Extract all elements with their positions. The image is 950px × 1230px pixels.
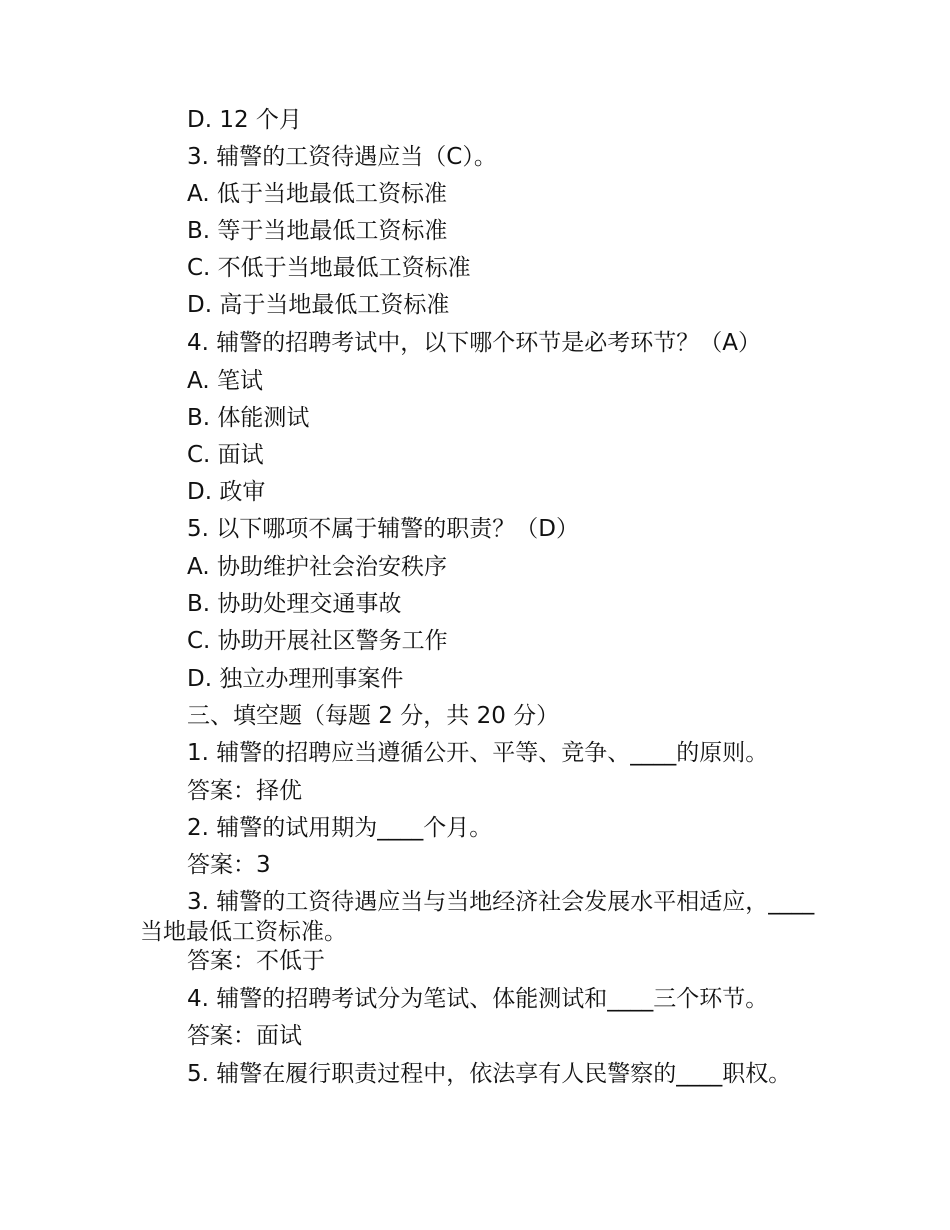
option-line: A. 笔试 (187, 368, 263, 394)
option-line: D. 政审 (187, 479, 266, 505)
option-line: C. 不低于当地最低工资标准 (187, 255, 471, 281)
option-line: C. 面试 (187, 442, 264, 468)
question-line: 4. 辅警的招聘考试分为笔试、体能测试和____三个环节。 (187, 986, 769, 1012)
option-line: A. 低于当地最低工资标准 (187, 181, 447, 207)
option-line: D. 12 个月 (187, 107, 302, 133)
option-line: C. 协助开展社区警务工作 (187, 628, 448, 654)
question-line: 1. 辅警的招聘应当遵循公开、平等、竞争、____的原则。 (187, 740, 769, 766)
answer-line: 答案：面试 (187, 1023, 302, 1049)
option-line: D. 独立办理刑事案件 (187, 666, 404, 692)
answer-line: 答案：择优 (187, 778, 302, 804)
answer-line: 答案：不低于 (187, 948, 325, 974)
option-line: D. 高于当地最低工资标准 (187, 292, 450, 318)
option-line: B. 体能测试 (187, 405, 310, 431)
option-line: A. 协助维护社会治安秩序 (187, 554, 447, 580)
answer-line: 答案：3 (187, 852, 271, 878)
question-line: 3. 辅警的工资待遇应当（C）。 (187, 144, 497, 170)
question-line: 5. 辅警在履行职责过程中，依法享有人民警察的____职权。 (187, 1061, 792, 1087)
option-line: B. 协助处理交通事故 (187, 591, 402, 617)
section-heading: 三、填空题（每题 2 分，共 20 分） (187, 703, 560, 729)
question-line: 3. 辅警的工资待遇应当与当地经济社会发展水平相适应，____当地最低工资标准。 (140, 889, 815, 945)
option-line: B. 等于当地最低工资标准 (187, 218, 448, 244)
question-line: 2. 辅警的试用期为____个月。 (187, 815, 493, 841)
question-line: 5. 以下哪项不属于辅警的职责？（D） (187, 516, 579, 542)
question-line: 4. 辅警的招聘考试中，以下哪个环节是必考环节？（A） (187, 330, 761, 356)
